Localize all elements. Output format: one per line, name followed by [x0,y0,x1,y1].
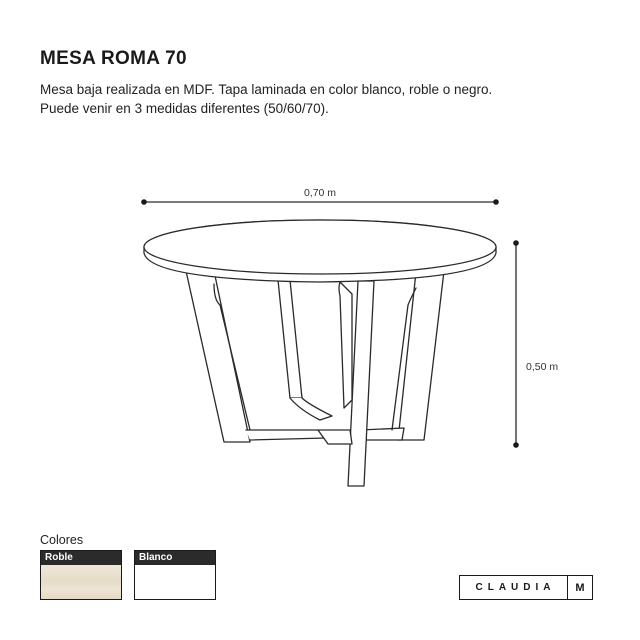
height-dimension-label: 0,50 m [526,361,559,373]
height-dimension-dot-top [513,240,519,246]
post-back [278,280,302,398]
color-swatch-blanco[interactable] [134,550,216,600]
brand-name: CLAUDIA [460,576,568,599]
height-dimension-dot-bottom [513,442,519,448]
width-dimension-label: 0,70 m [303,187,337,199]
brand-logo [459,575,593,600]
description-line-1: Mesa baja realizada en MDF. Tapa laminada en color blanco, roble o negro. [40,82,493,97]
swatch-label-roble: Roble [41,551,121,565]
post-back-curve [290,398,332,420]
swatch-label-blanco: Blanco [135,551,215,565]
swatch-fill-roble [41,565,121,600]
description-line-2: Puede venir en 3 medidas diferentes (50/60/70). [40,101,329,116]
color-swatch-roble[interactable] [40,550,122,600]
colors-label: Colores [40,533,84,547]
width-dimension-dot-right [493,199,499,205]
brand-mark: M [575,581,585,594]
table-top-surface [144,220,496,274]
leg-back-right [398,271,444,440]
base-cross-arm-left [246,430,326,440]
width-dimension-dot-left [141,199,147,205]
leg-back-left [186,271,250,442]
central-diagonal-arm [339,282,352,408]
base-front-foot [318,430,352,444]
swatch-fill-blanco [135,565,215,600]
page-title: MESA ROMA 70 [40,48,187,69]
